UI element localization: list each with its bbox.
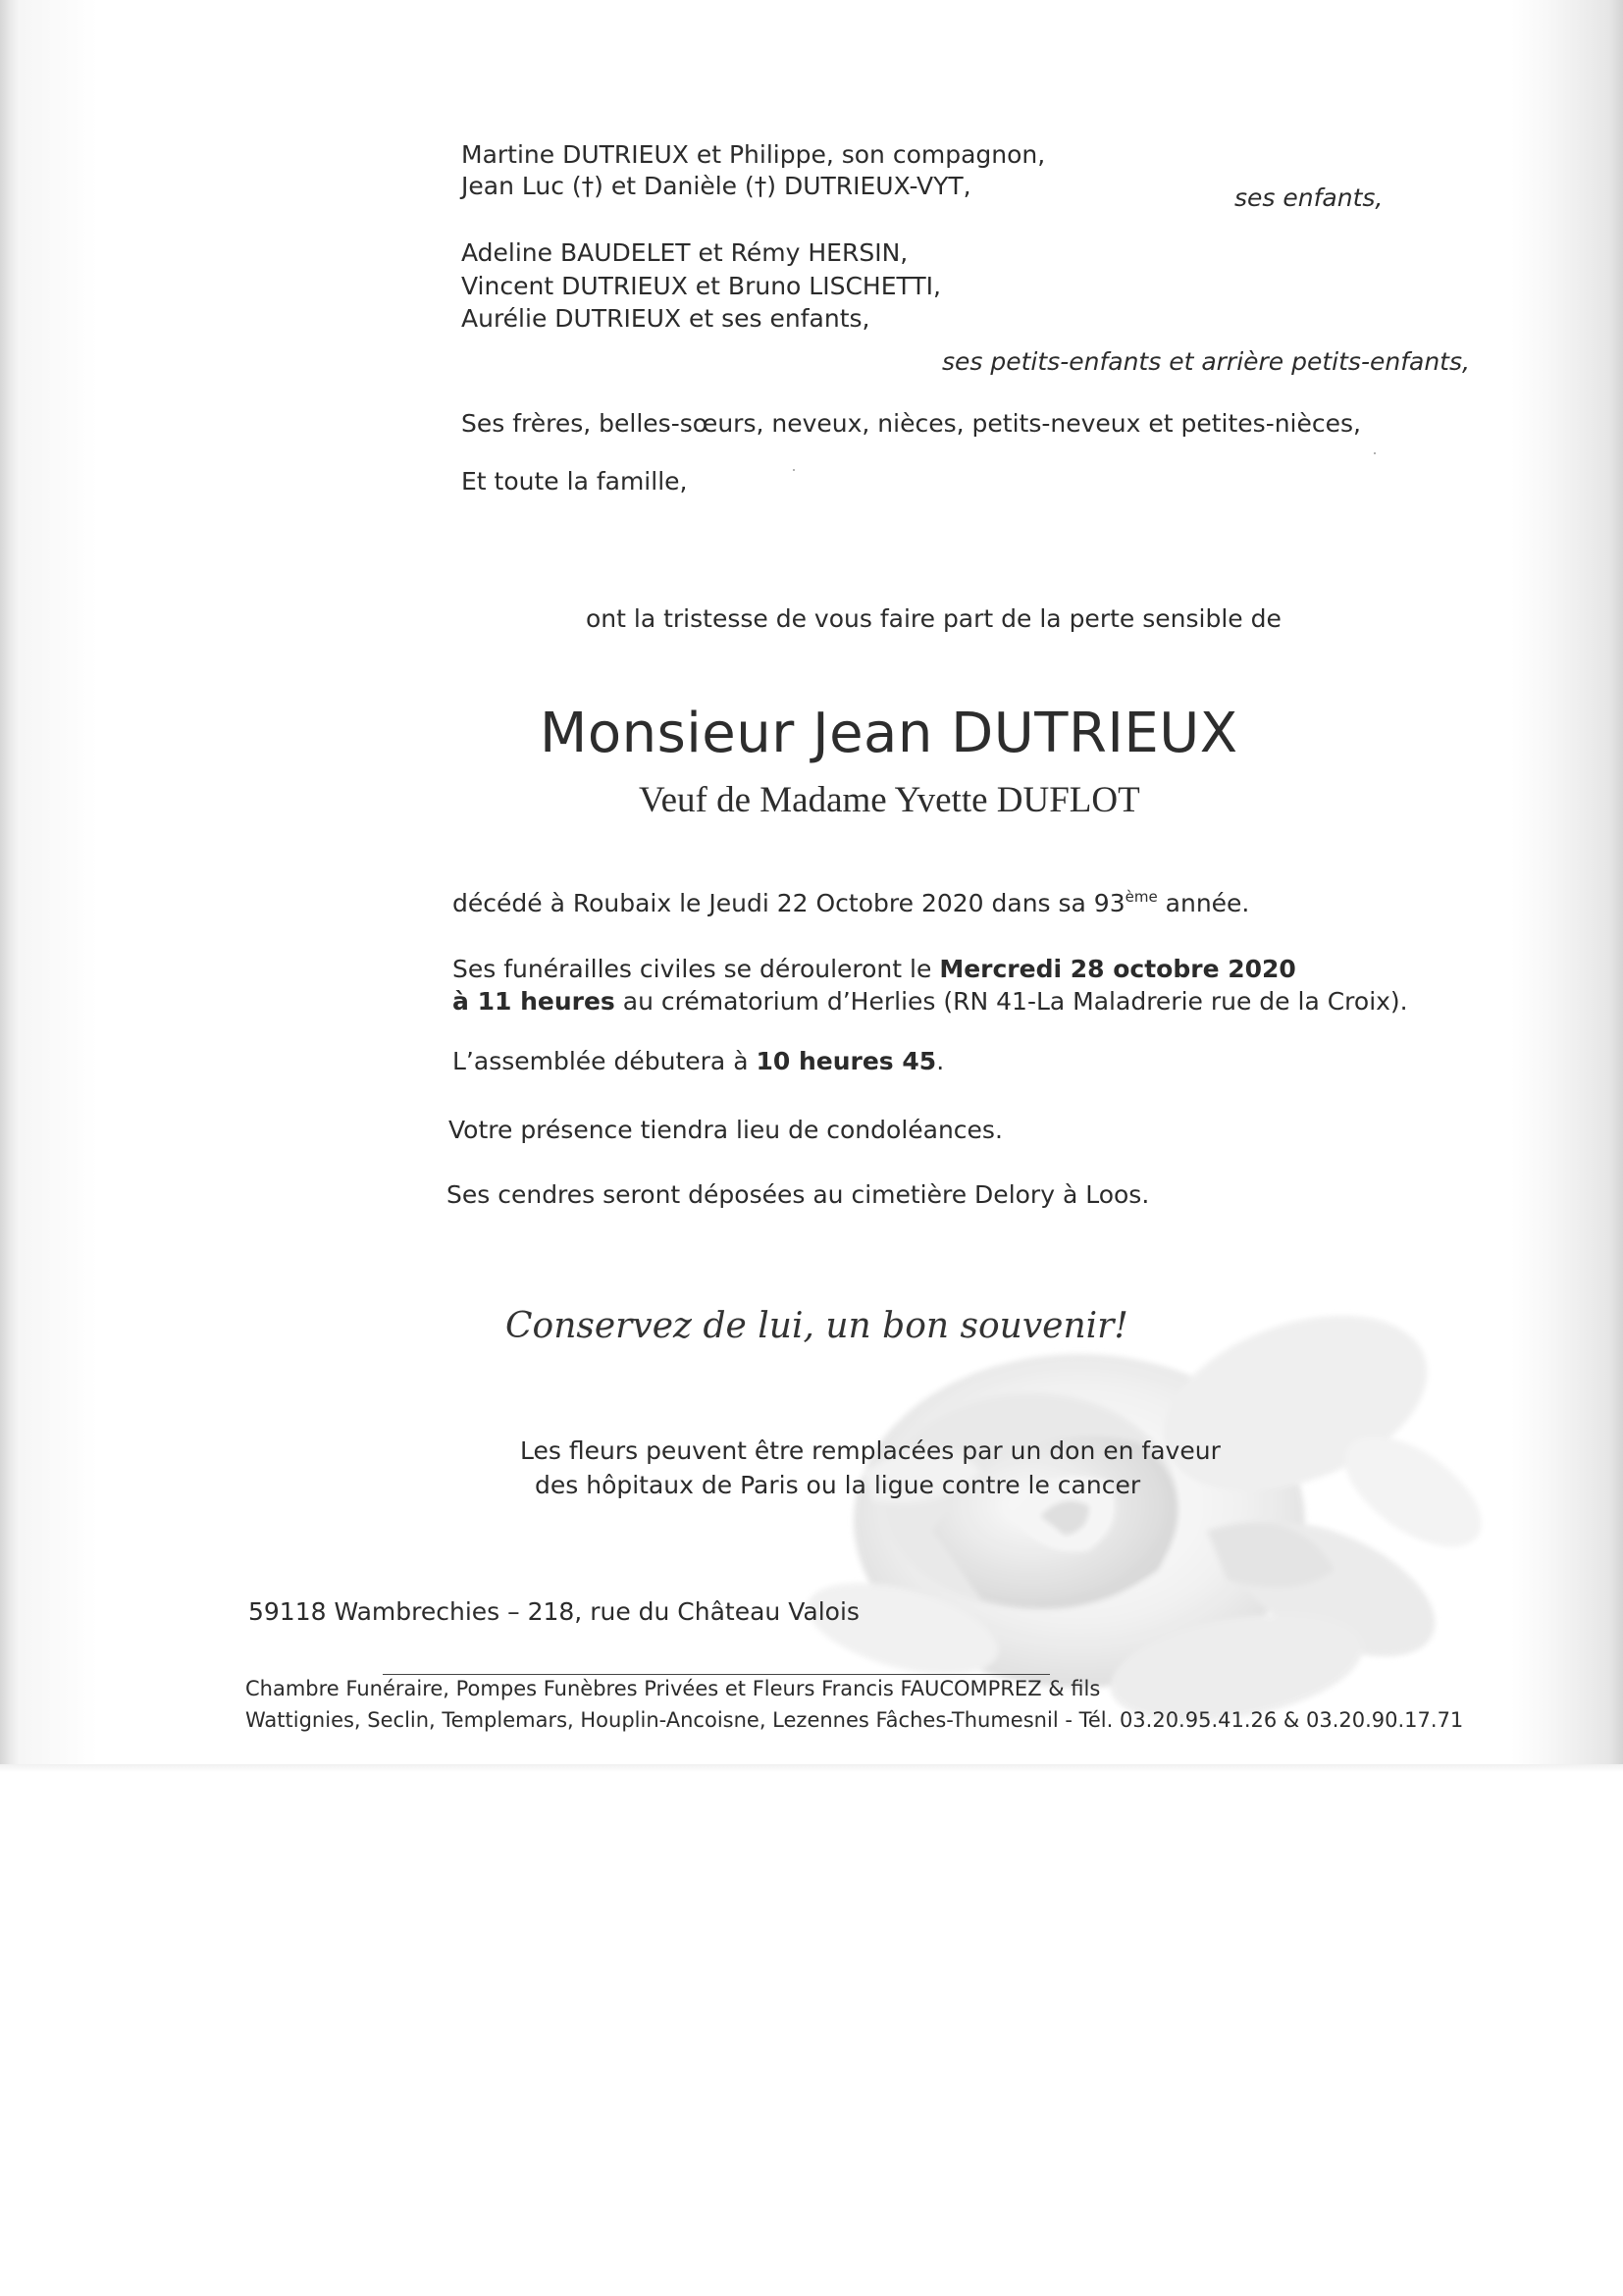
footer-rule xyxy=(383,1674,1050,1675)
grandchildren-label: ses petits-enfants et arrière petits-enfants, xyxy=(942,347,1470,376)
siblings-line: Ses frères, belles-sœurs, neveux, nièces, petits-neveux et petites-nièces, xyxy=(461,409,1361,438)
funeral-time: à 11 heures xyxy=(452,987,615,1016)
funeral-place: au crématorium d’Herlies (RN 41-La Maladrerie rue de la Croix). xyxy=(614,987,1408,1016)
condolences-line: Votre présence tiendra lieu de condoléances. xyxy=(448,1116,1003,1144)
address-line: 59118 Wambrechies – 218, rue du Château Valois xyxy=(248,1597,860,1626)
death-line xyxy=(452,889,1249,918)
death-text: décédé à Roubaix le Jeudi 22 Octobre 2020 dans sa 93 xyxy=(452,889,1126,917)
funeral-line-2 xyxy=(452,987,1408,1017)
family-line-1: Martine DUTRIEUX et Philippe, son compagnon, xyxy=(461,140,1046,169)
assembly-suffix: . xyxy=(936,1047,945,1075)
family-all-line: Et toute la famille, xyxy=(461,467,688,496)
scan-bottom-edge xyxy=(0,1764,1623,1772)
scan-speck xyxy=(1374,452,1376,454)
ashes-line: Ses cendres seront déposées au cimetière Delory à Loos. xyxy=(446,1180,1150,1209)
children-label: ses enfants, xyxy=(1234,183,1384,212)
remembrance-quote: Conservez de lui, un bon souvenir! xyxy=(505,1306,1128,1346)
death-suffix: année. xyxy=(1157,889,1250,917)
family-line-4: Vincent DUTRIEUX et Bruno LISCHETTI, xyxy=(461,272,941,300)
assembly-prefix: L’assemblée débutera à xyxy=(452,1047,757,1075)
deceased-name: Monsieur Jean DUTRIEUX xyxy=(540,702,1238,765)
death-ordinal: ème xyxy=(1125,888,1158,906)
assembly-time: 10 heures 45 xyxy=(756,1047,937,1075)
family-line-2: Jean Luc (†) et Danièle (†) DUTRIEUX-VYT, xyxy=(461,172,971,200)
scan-speck xyxy=(793,469,795,471)
family-line-5: Aurélie DUTRIEUX et ses enfants, xyxy=(461,304,870,333)
announcement-intro: ont la tristesse de vous faire part de la perte sensible de xyxy=(586,604,1282,633)
funeral-date: Mercredi 28 octobre 2020 xyxy=(939,955,1296,983)
family-line-3: Adeline BAUDELET et Rémy HERSIN, xyxy=(461,238,909,267)
deceased-subtitle: Veuf de Madame Yvette DUFLOT xyxy=(639,780,1140,820)
funeral-home-line-2: Wattignies, Seclin, Templemars, Houplin-Ancoisne, Lezennes Fâches-Thumesnil - Tél. 03.20.95.41.26 & 03.20.90.17.71 xyxy=(245,1708,1464,1732)
funeral-prefix: Ses funérailles civiles se dérouleront le xyxy=(452,955,940,983)
funeral-home-line-1: Chambre Funéraire, Pompes Funèbres Privées et Fleurs Francis FAUCOMPREZ & fils xyxy=(245,1677,1101,1700)
assembly-line xyxy=(452,1047,944,1076)
flowers-line-1: Les fleurs peuvent être remplacées par un don en faveur xyxy=(520,1436,1221,1465)
flowers-line-2: des hôpitaux de Paris ou la ligue contre le cancer xyxy=(535,1471,1141,1499)
funeral-line-1 xyxy=(452,955,1296,984)
